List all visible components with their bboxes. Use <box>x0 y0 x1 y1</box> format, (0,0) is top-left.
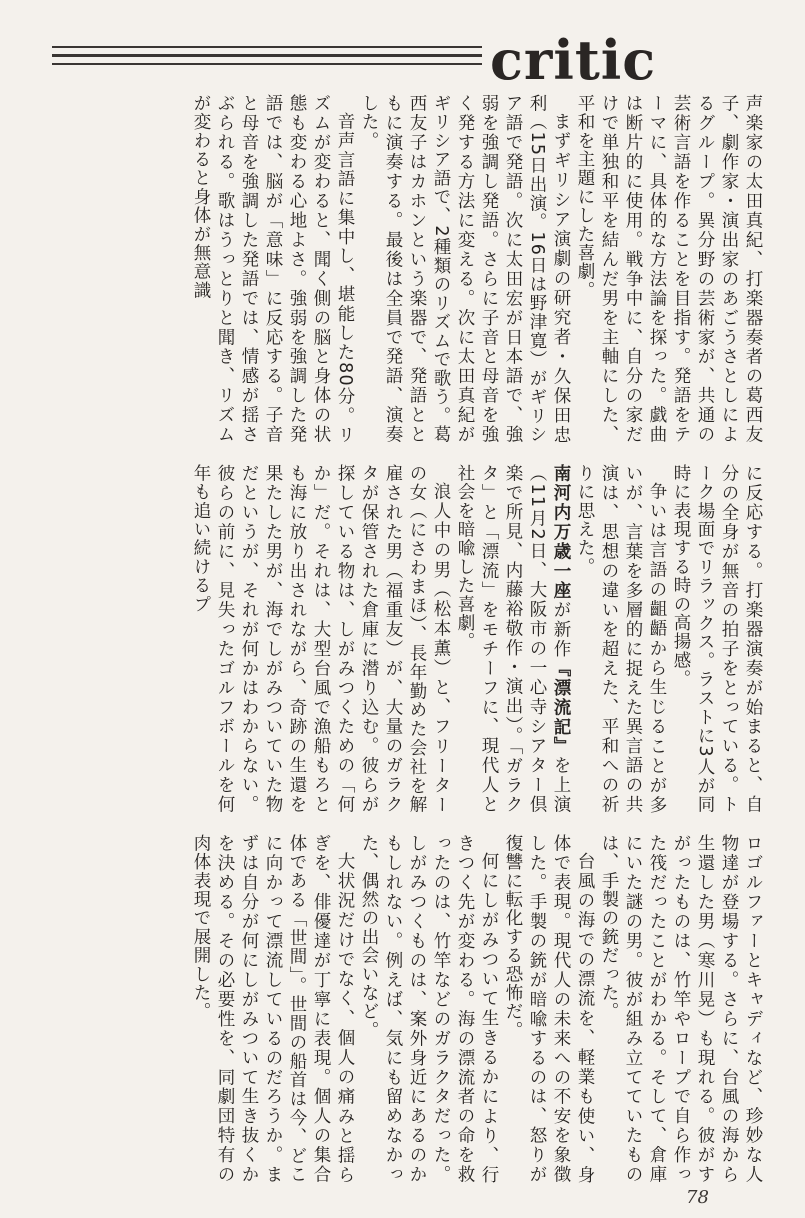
paragraph: 大状況だけでなく、個人の痛みと揺らぎを、俳優達が丁寧に表現。個人の集合体である「世間」。世間の船首は今、どこに向かって漂流しているのだろうか。まずは自分が何にしがみついて生き抜くかを決める。その必要性を、同劇団特有の肉体表現で展開した。 <box>191 834 355 1184</box>
paragraph: に反応する。打楽器演奏が始まると、自分の全身が無音の拍子をとっている。トーク場面でリラックス。ラストに3人が同時に表現する時の高揚感。 <box>671 464 763 814</box>
page-number: 78 <box>686 1187 709 1208</box>
article-body <box>40 94 765 1184</box>
paragraph: 音声言語に集中し、堪能した80分。リズムが変わると、聞く側の脳と身体の状態も変わる心地よさ。強弱を強調した発語では、脳が「意味」に反応する。子音と母音を強調した発語では、情感が揺さぶられる。歌はうっとりと聞き、リズムが変わると身体が無意識 <box>191 94 355 444</box>
paragraph: 何にしがみついて生きるかにより、行きつく先が変わる。海の漂流者の命を救ったのは、竹竿などのガラクタだった。しがみつくものは、案外身近にあるのかもしれない。例えば、気にも留めなかった、偶然の出会いなど。 <box>359 834 499 1184</box>
paragraph: まずギリシア演劇の研究者・久保田忠利（15日出演。16日は野津寛）がギリシア語で発語。次に太田宏が日本語で、強弱を強調し発語。さらに子音と母音を強く発する方法に変える。次に太田真紀がギリシア語で、2種類のリズムで歌う。葛西友子はカホンという楽器で、発語とともに演奏する。最後は全員で発語、演奏した。 <box>359 94 571 444</box>
paragraph: ロゴルファーとキャディなど、珍妙な人物達が登場する。さらに、台風の海から生還した男（寒川晃）も現れる。彼がすがったものは、竹竿やロープで自ら作った筏だったことがわかる。そして、倉庫にいた謎の男。彼が組み立てていたものは、手製の銃だった。 <box>599 834 763 1184</box>
paragraph: 争いは言語の齟齬から生じることが多いが、言葉を多層的に捉えた異言語の共演は、思想の違いを超えた、平和への祈りに思えた。 <box>575 464 667 814</box>
text-block-top <box>40 94 765 444</box>
troupe-name: 南河内万歳一座 <box>551 464 571 601</box>
header-rule-lines <box>52 46 482 80</box>
paragraph-review-lead <box>453 464 573 814</box>
text-run: を上演（11月2日、大阪市の一心寺シアター倶楽で所見、内藤裕敬作・演出）。「ガラクタ」と「漂流」をモチーフに、現代人と社会を暗喩した喜劇。 <box>455 464 571 814</box>
paragraph: 浪人中の男（松本薫）と、フリーターの女（にさわまほ）、長年勤めた会社を解雇された男（福重友）が、大量のガラクタが保管された倉庫に潜り込む。彼らが探している物は、しがみつくための「何か」だ。それは、大型台風で漁船もろとも海に放り出されながら、奇跡の生還を果たした男が、海でしがみついていた物だというが、それが何かはわからない。彼らの前に、見失ったゴルフボールを何年も追い続けるプ <box>191 464 451 814</box>
section-label: critic <box>490 28 657 92</box>
play-title: 『漂流記』 <box>551 658 571 757</box>
text-block-middle <box>40 464 765 814</box>
paragraph: 声楽家の太田真紀、打楽器奏者の葛西友子、劇作家・演出家のあごうさとしによるグループ。異分野の芸術家が、共通の芸術言語を作ることを目指す。発語をテーマに、具体的な方法論を探った。戯曲は断片的に使用。戦争中に、自分の家だけで単独和平を結んだ男を主軸にした、平和を主題にした喜劇。 <box>575 94 763 444</box>
paragraph: 台風の海での漂流を、軽業も使い、身体で表現。現代人の未来への不安を象徴した。手製の銃が暗喩するのは、怒りが復讐に転化する恐怖だ。 <box>503 834 595 1184</box>
text-run: が新作 <box>551 600 571 659</box>
text-block-bottom <box>40 834 765 1184</box>
